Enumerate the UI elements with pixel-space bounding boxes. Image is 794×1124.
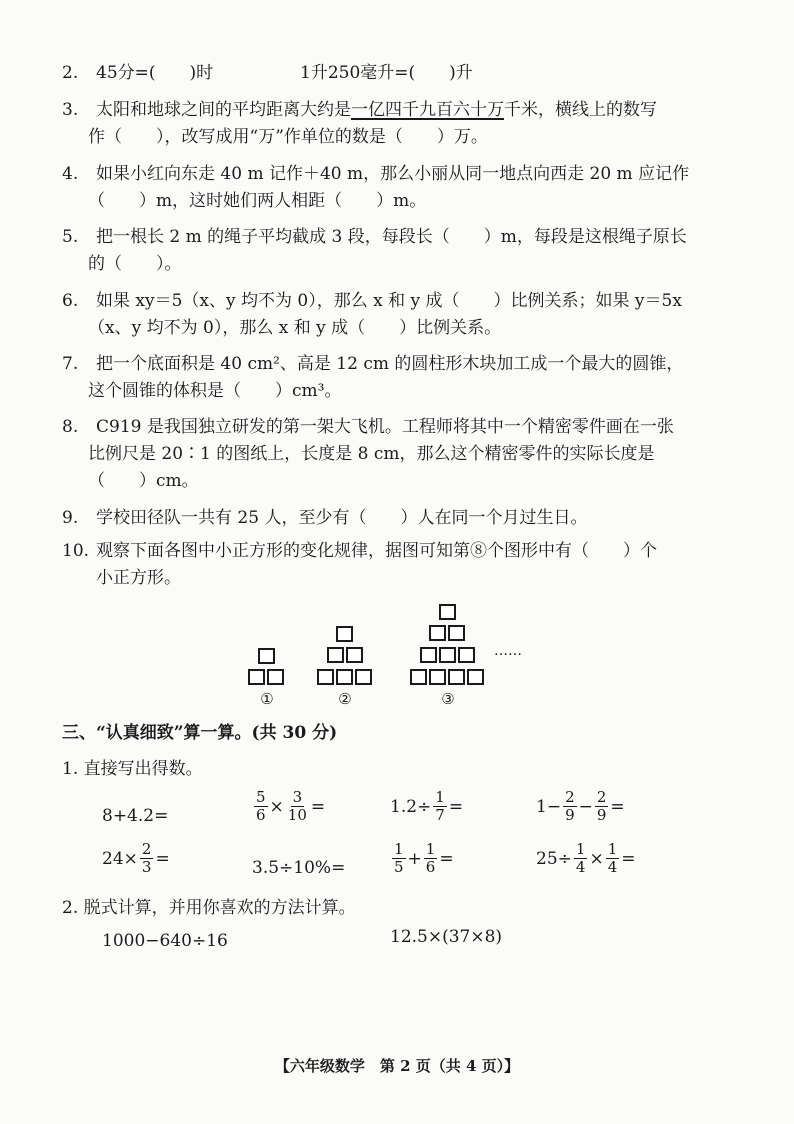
equals: = — [610, 796, 625, 817]
small-square — [429, 625, 446, 641]
question-6-line-2: （x、y 均不为 0），那么 x 和 y 成（ ）比例关系。 — [88, 318, 502, 338]
question-number: 8. — [62, 417, 79, 437]
denominator: 3 — [141, 858, 152, 876]
operator: − — [578, 796, 593, 817]
figure-label: ① — [260, 690, 274, 708]
fraction — [606, 842, 620, 875]
question-number: 5. — [62, 227, 79, 247]
small-square — [410, 669, 427, 685]
calc-expression — [252, 790, 325, 823]
question-number: 4. — [62, 164, 79, 184]
operator: + — [407, 848, 422, 869]
denominator: 6 — [425, 858, 436, 876]
denominator: 9 — [565, 806, 575, 824]
fraction — [286, 790, 309, 823]
calc-expression: 3.5÷10%= — [252, 858, 346, 878]
fraction — [574, 842, 588, 875]
expression-part: 25÷ — [536, 848, 572, 869]
question-number: 2. — [62, 63, 79, 83]
equals: = — [448, 796, 464, 817]
question-number: 10. — [62, 541, 90, 561]
calc-expression — [390, 842, 454, 875]
denominator: 4 — [607, 858, 618, 876]
calc-problem: 1000−640÷16 — [102, 931, 228, 951]
small-square — [355, 669, 372, 685]
subquestion-2: 2. 脱式计算，并用你喜欢的方法计算。 — [62, 898, 356, 918]
calc-problem: 12.5×(37×8) — [390, 927, 503, 947]
question-8-line-1 — [62, 416, 674, 438]
question-text: 太阳和地球之间的平均距离大约是 — [96, 100, 351, 120]
question-8-line-2: 比例尺是 20∶1 的图纸上，长度是 8 cm，那么这个精密零件的实际长度是 — [88, 444, 655, 464]
numerator: 1 — [394, 840, 404, 858]
small-square — [467, 669, 484, 685]
small-square — [448, 625, 465, 641]
figure-label: ③ — [441, 690, 455, 708]
expression-part: 1.2÷ — [390, 796, 432, 817]
denominator: 9 — [596, 806, 607, 824]
operator: × — [269, 796, 284, 817]
numerator: 1 — [435, 788, 445, 806]
question-10-line-2: 小正方形。 — [96, 568, 181, 588]
small-square — [429, 669, 446, 685]
question-number: 3. — [62, 100, 79, 120]
numerator: 5 — [256, 788, 266, 806]
operator: × — [589, 848, 604, 869]
calc-expression — [536, 842, 635, 875]
small-square — [248, 669, 265, 685]
small-square — [267, 669, 284, 685]
small-square — [420, 647, 437, 663]
question-text: 把一个底面积是 40 cm²、高是 12 cm 的圆柱形木块加工成一个最大的圆锥， — [96, 354, 684, 374]
question-4-line-1 — [62, 163, 689, 185]
small-square — [258, 648, 275, 664]
question-6-line-1 — [62, 290, 682, 312]
question-text: 如果小红向东走 40 m 记作＋40 m，那么小丽从同一地点向西走 20 m 应记作 — [96, 164, 690, 184]
question-number: 7. — [62, 354, 79, 374]
question-text: 把一根长 2 m 的绳子平均截成 3 段，每段长（ ）m，每段是这根绳子原长 — [96, 227, 687, 247]
small-square — [317, 669, 334, 685]
question-text: 学校田径队一共有 25 人，至少有（ ）人在同一个月过生日。 — [96, 508, 588, 528]
denominator: 7 — [435, 806, 445, 824]
question-10-line-1 — [62, 540, 657, 562]
small-square — [346, 647, 363, 663]
numerator: 1 — [425, 840, 436, 858]
page-footer: 【六年级数学 第 2 页（共 4 页）】 — [274, 1057, 520, 1075]
equals: = — [439, 848, 454, 869]
fraction — [563, 790, 577, 823]
small-square — [458, 647, 475, 663]
underlined-number: 一亿四千九百六十万 — [351, 100, 504, 120]
subquestion-1: 1. 直接写出得数。 — [62, 759, 203, 779]
expression-part: 24× — [102, 848, 138, 869]
question-text: 千米，横线上的数写 — [504, 100, 657, 120]
fraction — [433, 790, 447, 823]
figure-label: ② — [338, 690, 352, 708]
question-3-line-2: 作（ ），改写成用“万”作单位的数是（ ）万。 — [88, 127, 488, 147]
numerator: 2 — [565, 788, 575, 806]
denominator: 6 — [256, 806, 266, 824]
fraction — [392, 842, 406, 875]
question-7-line-1 — [62, 353, 683, 375]
equals: = — [155, 848, 170, 869]
question-number: 6. — [62, 291, 79, 311]
equals: = — [621, 848, 636, 869]
numerator: 1 — [607, 840, 618, 858]
calc-expression: 8+4.2= — [102, 806, 169, 826]
small-square — [327, 647, 344, 663]
denominator: 4 — [575, 858, 586, 876]
equals: = — [310, 796, 326, 817]
fraction — [595, 790, 609, 823]
denominator: 5 — [394, 858, 404, 876]
question-text: 如果 xy＝5（x、y 均不为 0），那么 x 和 y 成（ ）比例关系；如果 y＝5x — [96, 291, 682, 311]
numerator: 3 — [292, 788, 303, 806]
small-square — [336, 669, 353, 685]
question-text: 观察下面各图中小正方形的变化规律，据图可知第⑧个图形中有（ ）个 — [96, 541, 657, 561]
question-7-line-2: 这个圆锥的体积是（ ）cm³。 — [88, 381, 342, 401]
question-number: 9. — [62, 508, 79, 528]
numerator: 2 — [141, 840, 152, 858]
question-9 — [62, 507, 587, 529]
question-5-line-2: 的（ ）。 — [88, 254, 182, 274]
calc-expression — [536, 790, 625, 823]
question-text: C919 是我国独立研发的第一架大飞机。工程师将其中一个精密零件画在一张 — [96, 417, 674, 437]
question-5-line-1 — [62, 226, 687, 248]
denominator: 10 — [287, 806, 307, 824]
small-square — [336, 626, 353, 642]
question-3-line-1 — [62, 99, 657, 121]
question-2b: 1升250毫升=( )升 — [300, 63, 473, 83]
question-2 — [62, 62, 213, 84]
small-square — [448, 669, 465, 685]
small-square — [439, 604, 456, 620]
expression-part: 1− — [536, 796, 562, 817]
fraction — [140, 842, 154, 875]
numerator: 1 — [575, 840, 586, 858]
question-8-line-3: （ ）cm。 — [88, 471, 199, 491]
question-4-line-2: （ ）m，这时她们两人相距（ ）m。 — [88, 191, 427, 211]
calc-expression — [390, 790, 463, 823]
fraction — [254, 790, 268, 823]
question-text: 45分=( )时 — [96, 63, 214, 83]
fraction — [424, 842, 438, 875]
calc-expression — [102, 842, 170, 875]
ellipsis: …… — [494, 643, 522, 659]
section-title: 三、“认真细致”算一算。(共 30 分) — [62, 723, 338, 743]
small-square — [439, 647, 456, 663]
numerator: 2 — [596, 788, 607, 806]
